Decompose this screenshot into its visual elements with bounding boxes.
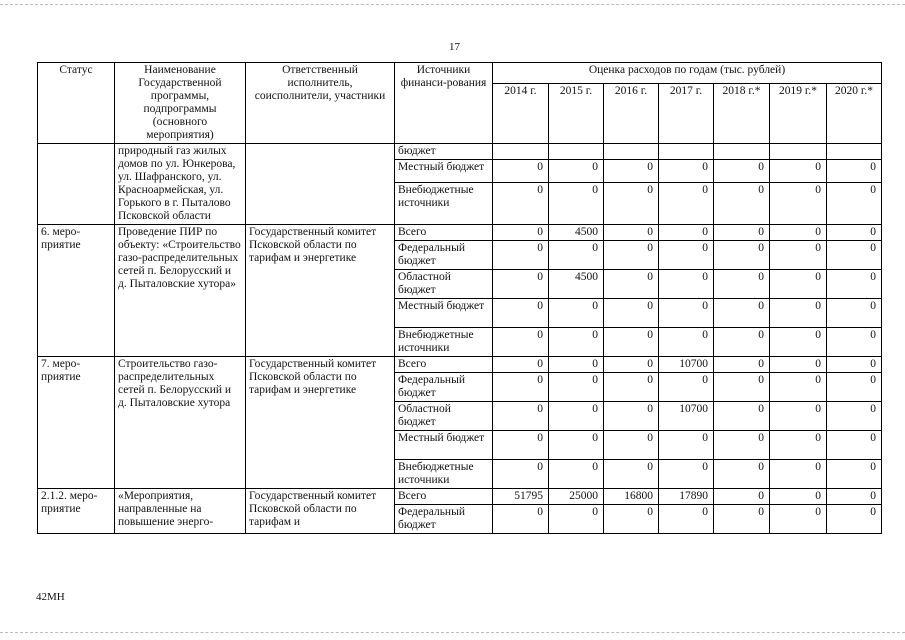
value-cell: 0 bbox=[659, 505, 714, 534]
source-cell: Всего bbox=[395, 357, 493, 373]
status-cell: 2.1.2. меро-приятие bbox=[38, 489, 115, 534]
source-cell: Федеральный бюджет bbox=[395, 373, 493, 402]
value-cell: 0 bbox=[493, 270, 549, 299]
value-cell: 0 bbox=[770, 270, 827, 299]
value-cell: 0 bbox=[604, 299, 659, 328]
value-cell: 0 bbox=[714, 328, 770, 357]
source-cell: Внебюджетные источники bbox=[395, 183, 493, 225]
value-cell: 17890 bbox=[659, 489, 714, 505]
value-cell: 0 bbox=[549, 505, 604, 534]
source-cell: Внебюджетные источники bbox=[395, 460, 493, 489]
value-cell: 0 bbox=[770, 299, 827, 328]
source-cell: Внебюджетные источники bbox=[395, 328, 493, 357]
value-cell: 0 bbox=[827, 299, 882, 328]
value-cell: 0 bbox=[827, 328, 882, 357]
value-cell bbox=[493, 144, 549, 160]
source-cell: Федеральный бюджет bbox=[395, 241, 493, 270]
value-cell: 0 bbox=[827, 431, 882, 460]
value-cell: 0 bbox=[549, 328, 604, 357]
value-cell: 25000 bbox=[549, 489, 604, 505]
value-cell: 0 bbox=[827, 373, 882, 402]
value-cell: 0 bbox=[714, 357, 770, 373]
value-cell: 0 bbox=[493, 373, 549, 402]
value-cell: 0 bbox=[827, 241, 882, 270]
col-executor-header: Ответственный исполнитель, соисполнители, участники bbox=[246, 63, 395, 144]
value-cell: 0 bbox=[770, 225, 827, 241]
value-cell: 0 bbox=[659, 299, 714, 328]
value-cell: 0 bbox=[549, 402, 604, 431]
source-cell: Местный бюджет bbox=[395, 431, 493, 460]
value-cell: 0 bbox=[770, 328, 827, 357]
value-cell: 10700 bbox=[659, 357, 714, 373]
value-cell: 0 bbox=[714, 431, 770, 460]
value-cell: 0 bbox=[549, 299, 604, 328]
value-cell: 0 bbox=[604, 402, 659, 431]
value-cell: 0 bbox=[659, 460, 714, 489]
value-cell: 0 bbox=[827, 460, 882, 489]
source-cell: Всего bbox=[395, 225, 493, 241]
table-row bbox=[38, 144, 882, 160]
value-cell: 0 bbox=[493, 328, 549, 357]
value-cell: 0 bbox=[604, 505, 659, 534]
col-name-header: Наименование Государственной программы, подпрограммы (основного мероприятия) bbox=[115, 63, 246, 144]
source-cell: бюджет bbox=[395, 144, 493, 160]
executor-cell: Государственный комитет Псковской области по тарифам и энергетике bbox=[246, 357, 395, 489]
value-cell: 0 bbox=[604, 357, 659, 373]
value-cell: 0 bbox=[659, 373, 714, 402]
value-cell: 10700 bbox=[659, 402, 714, 431]
year-header: 2016 г. bbox=[604, 84, 659, 144]
value-cell: 0 bbox=[604, 225, 659, 241]
value-cell: 0 bbox=[714, 160, 770, 183]
source-cell: Местный бюджет bbox=[395, 299, 493, 328]
value-cell: 0 bbox=[714, 299, 770, 328]
year-header: 2014 г. bbox=[493, 84, 549, 144]
value-cell: 0 bbox=[659, 160, 714, 183]
value-cell: 0 bbox=[493, 160, 549, 183]
value-cell: 0 bbox=[827, 160, 882, 183]
value-cell: 0 bbox=[659, 431, 714, 460]
value-cell: 0 bbox=[493, 225, 549, 241]
value-cell bbox=[714, 144, 770, 160]
value-cell: 0 bbox=[604, 160, 659, 183]
value-cell: 0 bbox=[827, 489, 882, 505]
col-sources-header: Источники финанси-рования bbox=[395, 63, 493, 144]
year-header: 2018 г.* bbox=[714, 84, 770, 144]
value-cell: 0 bbox=[714, 373, 770, 402]
table-row bbox=[38, 489, 882, 505]
value-cell: 0 bbox=[770, 489, 827, 505]
value-cell: 0 bbox=[827, 225, 882, 241]
value-cell bbox=[604, 144, 659, 160]
value-cell: 0 bbox=[493, 402, 549, 431]
value-cell: 0 bbox=[549, 357, 604, 373]
value-cell: 0 bbox=[827, 270, 882, 299]
year-header: 2017 г. bbox=[659, 84, 714, 144]
col-status-header: Статус bbox=[38, 63, 115, 144]
value-cell: 0 bbox=[493, 431, 549, 460]
value-cell: 0 bbox=[770, 183, 827, 225]
value-cell: 0 bbox=[770, 431, 827, 460]
value-cell: 0 bbox=[493, 299, 549, 328]
value-cell: 0 bbox=[770, 357, 827, 373]
scan-edge-bottom bbox=[0, 632, 905, 633]
executor-cell: Государственный комитет Псковской области по тарифам и bbox=[246, 489, 395, 534]
value-cell bbox=[770, 144, 827, 160]
value-cell: 0 bbox=[714, 183, 770, 225]
value-cell: 4500 bbox=[549, 225, 604, 241]
value-cell: 0 bbox=[604, 241, 659, 270]
value-cell: 0 bbox=[549, 373, 604, 402]
value-cell: 0 bbox=[714, 270, 770, 299]
executor-cell bbox=[246, 144, 395, 225]
value-cell: 0 bbox=[714, 225, 770, 241]
value-cell: 0 bbox=[604, 431, 659, 460]
value-cell: 0 bbox=[549, 160, 604, 183]
value-cell: 4500 bbox=[549, 270, 604, 299]
source-cell: Областной бюджет bbox=[395, 402, 493, 431]
value-cell: 0 bbox=[714, 402, 770, 431]
col-costs-header: Оценка расходов по годам (тыс. рублей) bbox=[493, 63, 882, 84]
value-cell: 0 bbox=[604, 270, 659, 299]
value-cell: 0 bbox=[659, 183, 714, 225]
value-cell: 0 bbox=[659, 328, 714, 357]
value-cell: 0 bbox=[714, 460, 770, 489]
status-cell: 6. меро-приятие bbox=[38, 225, 115, 357]
year-header: 2019 г.* bbox=[770, 84, 827, 144]
value-cell: 0 bbox=[827, 183, 882, 225]
footer-code: 42МН bbox=[36, 591, 65, 603]
executor-cell: Государственный комитет Псковской области по тарифам и энергетике bbox=[246, 225, 395, 357]
value-cell: 0 bbox=[604, 328, 659, 357]
source-cell: Областной бюджет bbox=[395, 270, 493, 299]
name-cell: «Мероприятия, направленные на повышение энерго- bbox=[115, 489, 246, 534]
status-cell: 7. меро-приятие bbox=[38, 357, 115, 489]
value-cell: 0 bbox=[827, 402, 882, 431]
value-cell: 51795 bbox=[493, 489, 549, 505]
value-cell: 0 bbox=[770, 373, 827, 402]
value-cell: 0 bbox=[493, 183, 549, 225]
value-cell bbox=[659, 144, 714, 160]
value-cell: 0 bbox=[549, 431, 604, 460]
scan-edge-top bbox=[0, 4, 905, 5]
value-cell: 0 bbox=[770, 160, 827, 183]
value-cell: 0 bbox=[604, 460, 659, 489]
value-cell: 0 bbox=[714, 241, 770, 270]
page-number: 17 bbox=[449, 41, 460, 53]
value-cell: 0 bbox=[549, 460, 604, 489]
source-cell: Местный бюджет bbox=[395, 160, 493, 183]
table-body bbox=[38, 144, 882, 534]
value-cell: 0 bbox=[659, 225, 714, 241]
value-cell: 0 bbox=[827, 357, 882, 373]
value-cell: 0 bbox=[493, 357, 549, 373]
value-cell: 0 bbox=[659, 270, 714, 299]
value-cell: 0 bbox=[827, 505, 882, 534]
value-cell bbox=[827, 144, 882, 160]
table-row bbox=[38, 357, 882, 373]
value-cell: 0 bbox=[770, 460, 827, 489]
name-cell: природный газ жилых домов по ул. Юнкерова, ул. Шафранского, ул. Красноармейская, ул. Горького в г. Пыталово Псковской области bbox=[115, 144, 246, 225]
value-cell: 0 bbox=[714, 505, 770, 534]
table-row bbox=[38, 225, 882, 241]
year-header: 2015 г. bbox=[549, 84, 604, 144]
value-cell: 0 bbox=[714, 489, 770, 505]
value-cell bbox=[549, 144, 604, 160]
name-cell: Проведение ПИР по объекту: «Строительство газо-распределительных сетей п. Белорусский и д. Пыталовские хутора» bbox=[115, 225, 246, 357]
value-cell: 0 bbox=[493, 460, 549, 489]
value-cell: 0 bbox=[493, 505, 549, 534]
value-cell: 0 bbox=[549, 183, 604, 225]
value-cell: 0 bbox=[604, 373, 659, 402]
value-cell: 0 bbox=[770, 241, 827, 270]
value-cell: 0 bbox=[604, 183, 659, 225]
source-cell: Федеральный бюджет bbox=[395, 505, 493, 534]
value-cell: 16800 bbox=[604, 489, 659, 505]
header-row bbox=[38, 63, 882, 84]
value-cell: 0 bbox=[659, 241, 714, 270]
value-cell: 0 bbox=[770, 402, 827, 431]
value-cell: 0 bbox=[770, 505, 827, 534]
source-cell: Всего bbox=[395, 489, 493, 505]
value-cell: 0 bbox=[493, 241, 549, 270]
year-header: 2020 г.* bbox=[827, 84, 882, 144]
budget-table bbox=[37, 62, 882, 534]
status-cell bbox=[38, 144, 115, 225]
value-cell: 0 bbox=[549, 241, 604, 270]
name-cell: Строительство газо-распределительных сетей п. Белорусский и д. Пыталовские хутора bbox=[115, 357, 246, 489]
